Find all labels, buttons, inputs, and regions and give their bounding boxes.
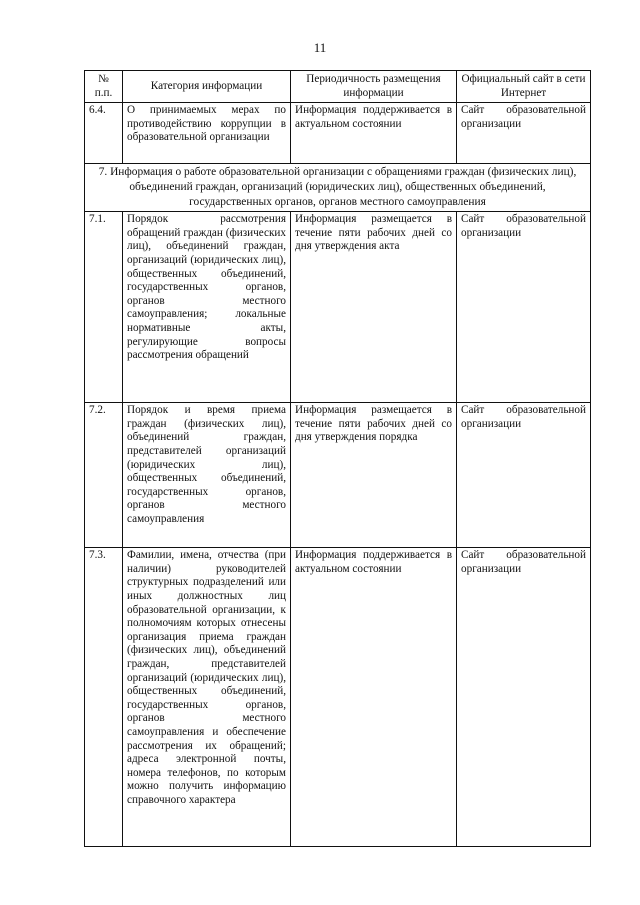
row-category: Порядок и время приема граждан (физических лиц), объединений граждан, представителей организаций (юридических лиц), общественных объединений, государственных органов, органов местного самоуправления [123,403,291,548]
section-row [85,164,591,212]
table-header-row [85,71,591,103]
row-num: 6.4. [85,103,123,164]
table-row [85,548,591,847]
table-row [85,403,591,548]
table-row [85,212,591,403]
row-category: О принимаемых мерах по противодействию коррупции в образовательной организации [123,103,291,164]
header-period: Периодичность размещения информации [291,71,457,103]
table-row [85,103,591,164]
header-category: Категория информации [123,71,291,103]
page-number: 11 [313,40,327,55]
row-period: Информация поддерживается в актуальном состоянии [291,548,457,847]
row-category: Фамилии, имена, отчества (при наличии) руководителей структурных подразделений или иных должностных лиц образовательной организации, к полномочиям которых отнесены организация приема граждан (физических лиц), объединений граждан, представителей организаций (юридических лиц), общественных объединений, государственных органов, органов местного самоуправления и обеспечение рассмотрения их обращений; адреса электронной почты, номера телефонов, по которым можно получить информацию справочного характера [123,548,291,847]
row-site: Сайт образовательной организации [457,548,591,847]
row-num: 7.3. [85,548,123,847]
row-period: Информация размещается в течение пяти рабочих дней со дня утверждения акта [291,212,457,403]
row-period: Информация размещается в течение пяти рабочих дней со дня утверждения порядка [291,403,457,548]
information-table [84,70,591,847]
header-site: Официальный сайт в сети Интернет [457,71,591,103]
row-site: Сайт образовательной организации [457,212,591,403]
row-num: 7.1. [85,212,123,403]
row-category: Порядок рассмотрения обращений граждан (физических лиц), объединений граждан, организаций (юридических лиц), общественных объединений, государственных органов, органов местного самоуправления; локальные нормативные акты, регулирующие вопросы рассмотрения обращений [123,212,291,403]
header-num: № п.п. [85,71,123,103]
section-title: 7. Информация о работе образовательной организации с обращениями граждан (физических лиц), объединений граждан, организаций (юридических лиц), общественных объединений, государственных органов, органов местного самоуправления [85,164,591,212]
row-period: Информация поддерживается в актуальном состоянии [291,103,457,164]
row-site: Сайт образовательной организации [457,103,591,164]
row-num: 7.2. [85,403,123,548]
row-site: Сайт образовательной организации [457,403,591,548]
